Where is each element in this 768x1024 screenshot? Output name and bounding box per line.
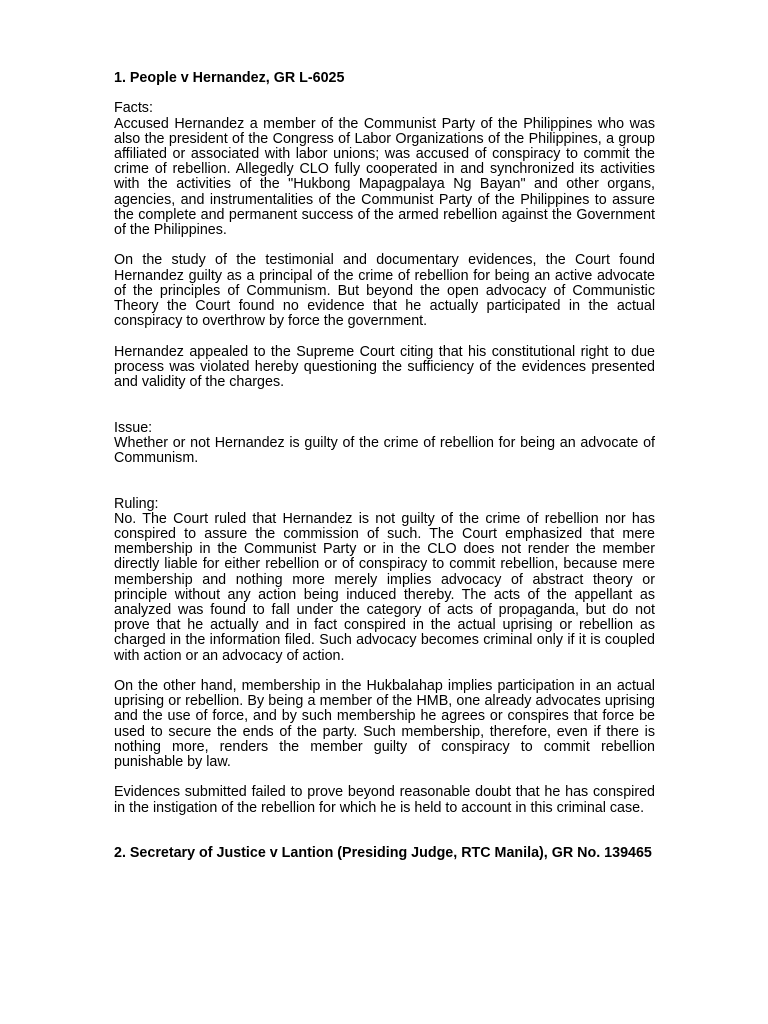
facts-label: Facts: bbox=[114, 100, 153, 117]
ruling-paragraph: Evidences submitted failed to prove beyond reasonable doubt that he has conspired in the instigation of the rebellion for which he is held to account in this criminal case. bbox=[114, 784, 655, 816]
facts-paragraph: Accused Hernandez a member of the Communist Party of the Philippines who was also the president of the Congress of Labor Organizations of the Philippines, a group affiliated or associated with labor unions; was accused of conspiracy to commit the crime of rebellion. Allegedly CLO fully cooperated in and synchronized its activities with the activities of the "Hukbong Mapagpalaya Ng Bayan" and other organs, agencies, and instrumentalities of the Communist Party of the Philippines to assure the complete and permanent success of the armed rebellion against the Government of the Philippines. bbox=[114, 115, 655, 239]
ruling-label: Ruling: bbox=[114, 495, 159, 512]
case-title: 1. People v Hernandez, GR L-6025 bbox=[114, 70, 345, 86]
ruling-paragraph: On the other hand, membership in the Hukbalahap implies participation in an actual uprising or rebellion. By being a member of the HMB, one already advocates uprising and the use of force, and by such membership he agrees or conspires that force be used to secure the ends of the party. Such membership, therefore, even if there is nothing more, renders the member guilty of conspiracy to commit rebellion punishable by law. bbox=[114, 678, 655, 771]
issue-paragraph: Whether or not Hernandez is guilty of the crime of rebellion for being an advocate of Communism. bbox=[114, 434, 655, 467]
case-title: 2. Secretary of Justice v Lantion (Presiding Judge, RTC Manila), GR No. 139465 bbox=[114, 845, 652, 862]
ruling-paragraph: No. The Court ruled that Hernandez is not guilty of the crime of rebellion nor has conspired to assure the commission of such. The Court emphasized that mere membership in the Communist Party or in the CLO does not render the member directly liable for either rebellion or of conspiracy to commit rebellion, because mere membership and nothing more merely implies advocacy of abstract theory or principle without any action being induced thereby. The acts of the appellant as analyzed was found to fall under the category of acts of propaganda, but do not prove that he actually and in fact conspired in the actual uprising or rebellion as charged in the information filed. Such advocacy becomes criminal only if it is coupled with action or an advocacy of action. bbox=[114, 510, 655, 664]
facts-paragraph: On the study of the testimonial and documentary evidences, the Court found Hernandez guilty as a principal of the crime of rebellion for being an active advocate of the principles of Communism. But beyond the open advocacy of Communistic Theory the Court found no evidence that he actually participated in the actual conspiracy to overthrow by force the government. bbox=[114, 252, 655, 330]
facts-paragraph: Hernandez appealed to the Supreme Court citing that his constitutional right to due process was violated hereby questioning the sufficiency of the evidences presented and validity of the charges. bbox=[114, 343, 655, 391]
document-page bbox=[114, 71, 655, 861]
issue-label: Issue: bbox=[114, 419, 153, 436]
